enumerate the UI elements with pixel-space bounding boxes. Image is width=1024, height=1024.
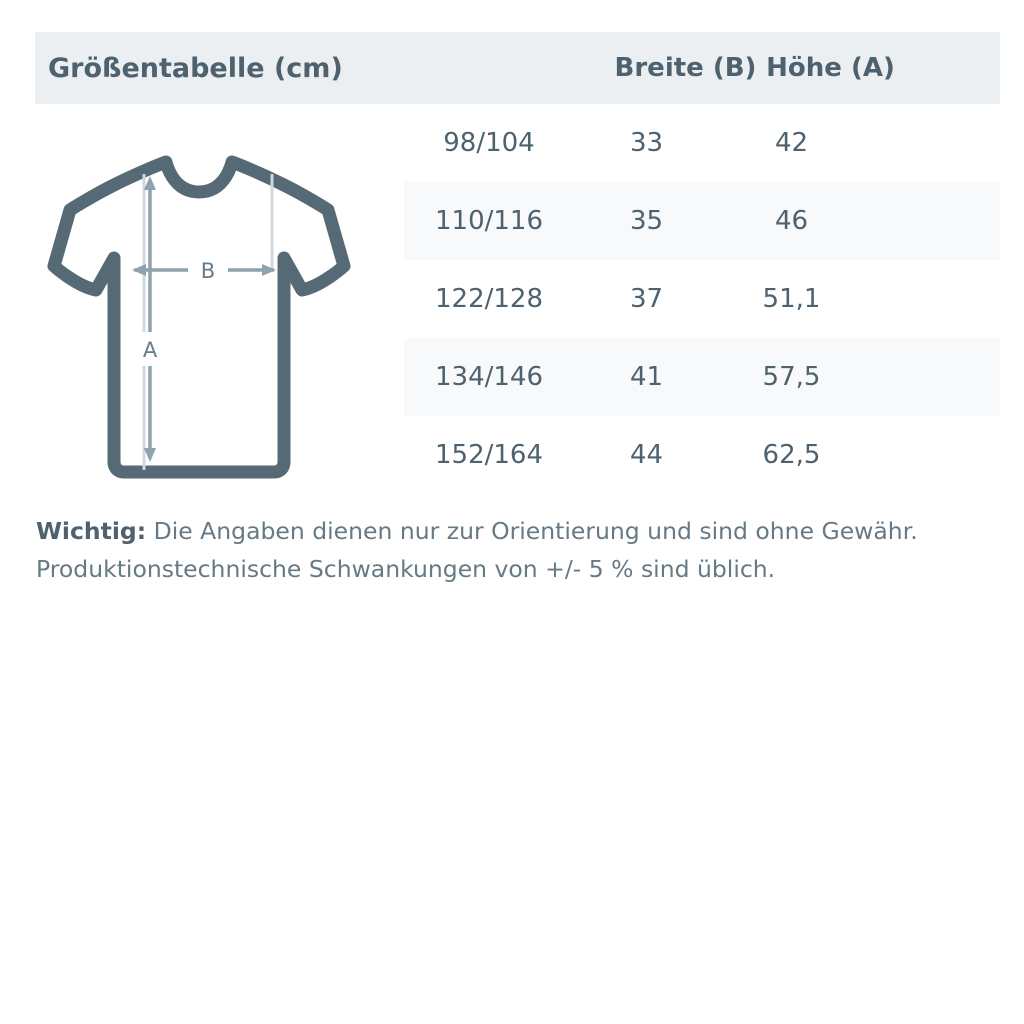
- table-row: [404, 260, 1000, 338]
- cell-size: 134/146: [434, 362, 543, 392]
- table-row: [404, 338, 1000, 416]
- cell-width: 37: [629, 284, 664, 314]
- cell-width: 33: [629, 128, 664, 158]
- cell-width: 41: [629, 362, 664, 392]
- disclaimer-line-2: Produktionstechnische Schwankungen von +/- 5 % sind üblich.: [36, 555, 776, 583]
- cell-size: 98/104: [443, 128, 535, 158]
- table-body: [404, 104, 1000, 494]
- chart-title: Größentabelle (cm): [48, 52, 343, 84]
- cell-height: 51,1: [762, 284, 821, 314]
- label-height: A: [142, 338, 158, 362]
- label-width: B: [200, 259, 216, 283]
- cell-size: 152/164: [434, 440, 543, 470]
- table-row: [404, 182, 1000, 260]
- cell-width: 44: [629, 440, 664, 470]
- tshirt-illustration: [40, 140, 380, 490]
- cell-height: 46: [774, 206, 809, 236]
- disclaimer-label: Wichtig:: [36, 517, 147, 545]
- cell-size: 110/116: [434, 206, 543, 236]
- column-header-height: Höhe (A): [766, 53, 895, 83]
- column-header-width: Breite (B): [614, 53, 757, 83]
- cell-width: 35: [629, 206, 664, 236]
- table-row: [404, 104, 1000, 182]
- cell-height: 42: [774, 128, 809, 158]
- table-row: [404, 416, 1000, 494]
- table-header-row: [35, 32, 1000, 104]
- cell-size: 122/128: [434, 284, 543, 314]
- t-shirt-icon: [40, 140, 380, 490]
- cell-height: 62,5: [762, 440, 821, 470]
- disclaimer-line-1: Die Angaben dienen nur zur Orientierung und sind ohne Gewähr.: [146, 517, 918, 545]
- disclaimer-note: [36, 512, 996, 588]
- cell-height: 57,5: [762, 362, 821, 392]
